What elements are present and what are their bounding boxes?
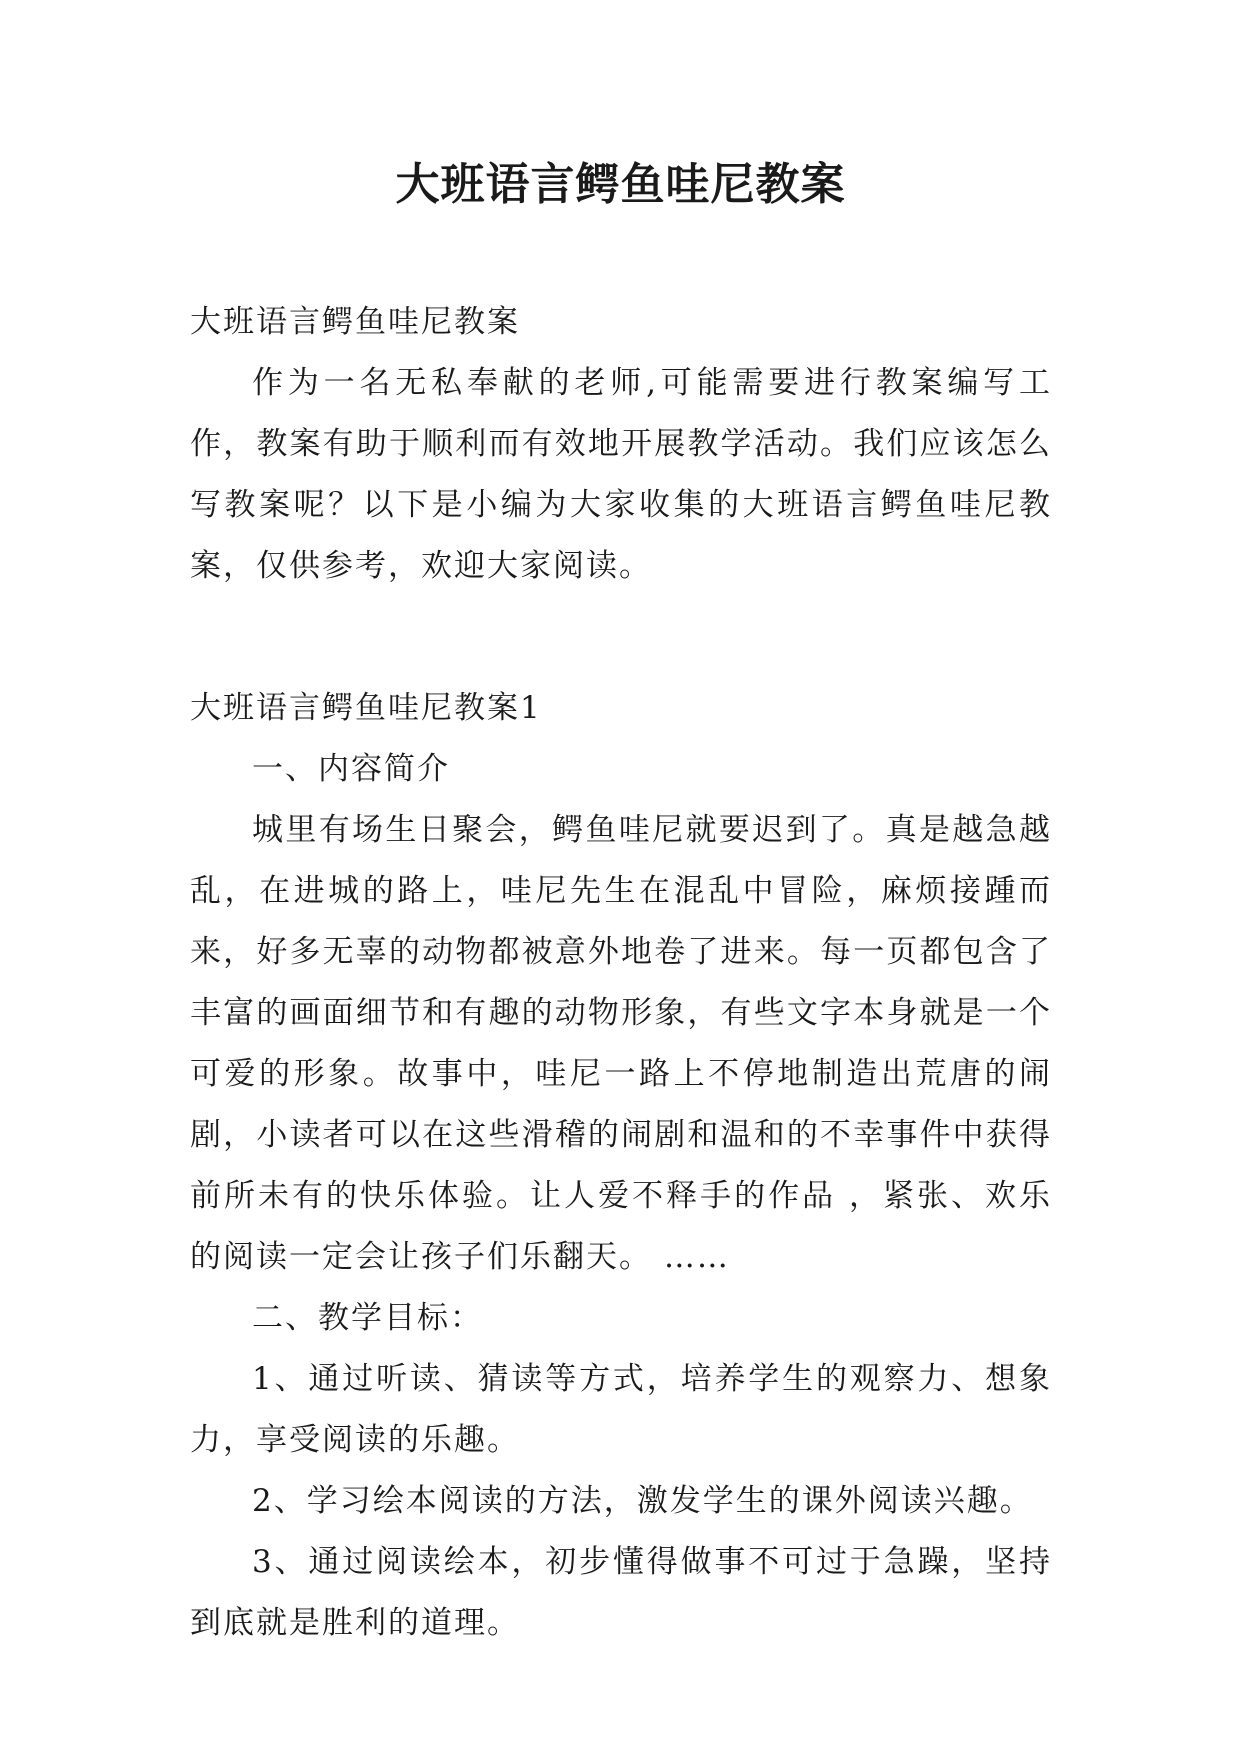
section-heading: 大班语言鳄鱼哇尼教案1 [190,690,542,726]
page-title: 大班语言鳄鱼哇尼教案 [395,159,846,210]
goals-heading: 二、教学目标： [252,1300,483,1336]
paragraph-spacer [190,597,1052,658]
goal-item: 2、学习绘本阅读的方法，激发学生的课外阅读兴趣。 [252,1483,1033,1519]
paragraph-spacer [190,658,1052,678]
goal-item: 3、通过阅读绘本，初步懂得做事不可过于急躁，坚持到底就是胜利的道理。 [190,1544,1052,1641]
content-paragraph: 城里有场生日聚会，鳄鱼哇尼就要迟到了。真是越急越乱，在进城的路上，哇尼先生在混乱中冒险，麻烦接踵而来，好多无辜的动物都被意外地卷了进来。每一页都包含了丰富的画面细节和有趣的动物形象，有些文字本身就是一个可爱的形象。故事中，哇尼一路上不停地制造出荒唐的闹剧，小读者可以在这些滑稽的闹剧和温和的不幸事件中获得前所未有的快乐体验。让人爱不释手的作品 ，紧张、欢乐的阅读一定会让孩子们乐翻天。 …… [190,812,1052,1275]
goal-item: 1、通过听读、猜读等方式，培养学生的观察力、想象力，享受阅读的乐趣。 [190,1361,1052,1458]
document-body [190,292,1052,1654]
content-heading: 一、内容简介 [252,751,450,787]
intro-heading: 大班语言鳄鱼哇尼教案 [190,304,520,340]
intro-paragraph: 作为一名无私奉献的老师,可能需要进行教案编写工作，教案有助于顺利而有效地开展教学活动。我们应该怎么写教案呢？以下是小编为大家收集的大班语言鳄鱼哇尼教案，仅供参考，欢迎大家阅读。 [190,365,1052,584]
